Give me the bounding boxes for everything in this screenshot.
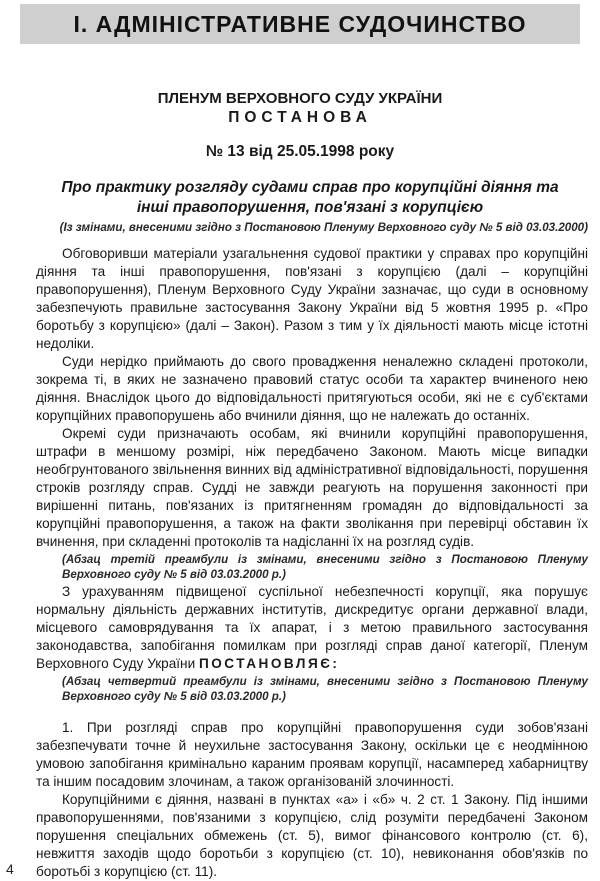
plenum-heading: ПЛЕНУМ ВЕРХОВНОГО СУДУ УКРАЇНИ — [157, 90, 443, 107]
paragraph-3: Окремі суди призначають особам, які вчинили корупційні правопорушення, штрафи в меншому розмірі, ніж передбачено Законом. Мають місце випадки необгрунтованого звільнення винних від адміністративної відповідальності, порушення строків розгляду справ. Судді не завжди реагують на порушення законності при вирішенні питань, пов'язаних із притягненням громадян до відповідальності за корупційні правопорушення, а також на факти зволікання при перевірці обставин їх вчинення, при складенні протоколів та надісланні їх на розгляд судів. — [36, 426, 588, 549]
paragraph-4-text: З урахуванням підвищеної суспільної небезпечності корупції, яка порушує нормальну діяльність державних інститутів, дискредитує органи державної влади, місцевого самоврядування та їх апарат, і з метою правильного застосування законодавства, запобігання помилкам при розгляді справ даної категорії, Пленум Верховного Суду України — [36, 584, 588, 671]
paragraph-5: 1. При розгляді справ про корупційні правопорушення суди зобов'язані забезпечувати точне й неухильне застосування Закону, оскільки це є неодмінною умовою запобігання кримінально караним проявам корупції, насамперед хабарництву та іншим посадовим злочинам, а також організованій злочинності. — [36, 720, 588, 789]
note-paragraph-3: (Абзац третій преамбули із змінами, внесеними згідно з Постановою Пленуму Верховного суду № 5 від 03.03.2000 р.) — [62, 553, 588, 581]
paragraph-1: Обговоривши матеріали узагальнення судової практики у справах про корупційні діяння та інші правопорушення, пов'язані з корупцією (далі – корупційні правопорушення), Пленум Верховного Суду України зазначає, що суди в основному забезпечують правильне застосування Закону України від 5 жовтня 1995 р. «Про боротьбу з корупцією» (далі – Закон). Разом з тим у їх діяльності мають місце істотні недоліки. — [36, 246, 588, 351]
paragraph-6: Корупційними є діяння, названі в пунктах «а» і «б» ч. 2 ст. 1 Закону. Під іншими правопорушеннями, пов'язаними з корупцією, слід розуміти передбачені Законом порушення спеціальних обмежень (ст. 5), вимог фінансового контролю (ст. 6), невжиття заходів щодо боротьби з корупцією (ст. 10), невиконання обов'язків по боротьбі з корупцією (ст. 11). — [36, 792, 588, 879]
resolution-number: № 13 від 25.05.1998 року — [205, 143, 395, 160]
document-title: Про практику розгляду судами справ про корупційні діяння та інші правопорушення, пов'язані з корупцією — [61, 179, 559, 216]
paragraph-2: Суди нерідко приймають до свого провадження неналежно складені протоколи, зокрема ті, в яких не зазначено правовий статус особи та характер вчиненого нею діяння. Внаслідок цього до відповідальності притягуються особи, які не є суб'єктами корупційних правопорушень або вчинили діяння, що не належать до останніх. — [36, 354, 588, 423]
decree-word: ПОСТАНОВЛЯЄ: — [198, 656, 340, 671]
note-paragraph-4: (Абзац четвертий преамбули із змінами, внесеними згідно з Постановою Пленуму Верховного суду № 5 від 03.03.2000 р.) — [62, 675, 588, 703]
amendment-note: (Із змінами, внесеними згідно з Постановою Пленуму Верховного суду № 5 від 03.03.2000) — [59, 221, 588, 234]
paragraph-4 — [36, 583, 588, 673]
spacer — [36, 705, 588, 719]
page-number: 4 — [6, 861, 14, 877]
document-body — [36, 220, 588, 881]
section-title: І. АДМІНІСТРАТИВНЕ СУДОЧИНСТВО — [20, 4, 580, 44]
postanova-heading: ПОСТАНОВА — [228, 109, 372, 126]
